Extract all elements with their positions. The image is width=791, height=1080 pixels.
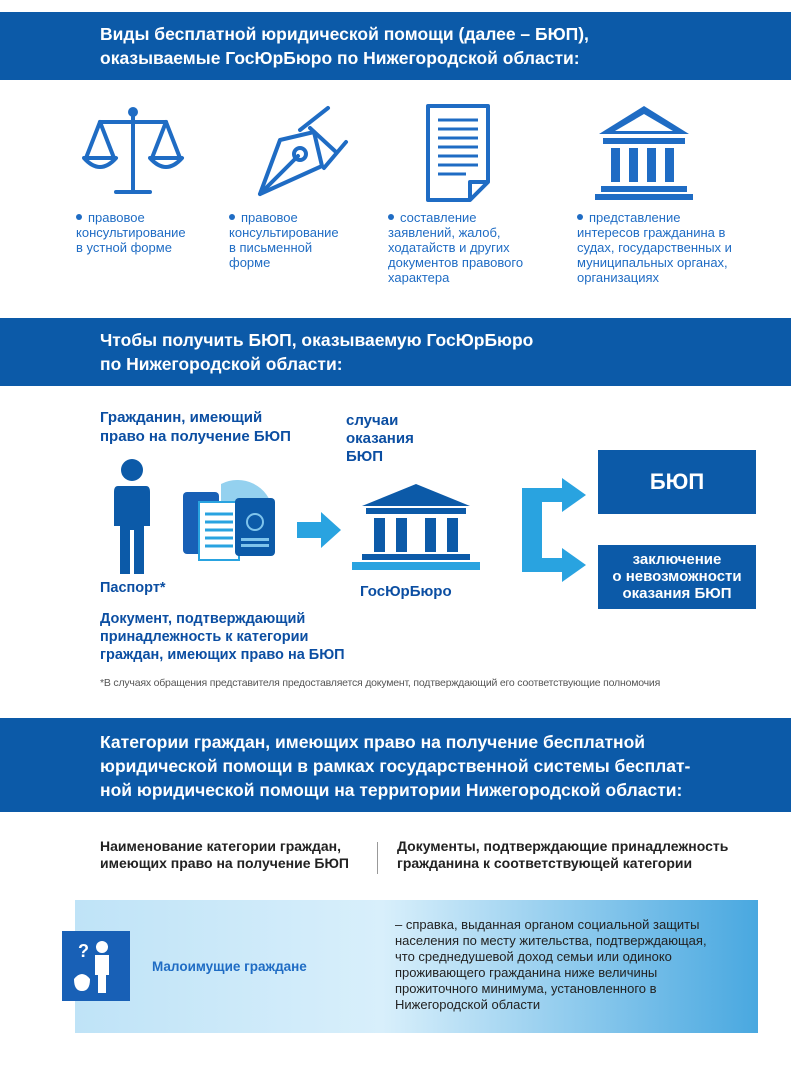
service-documents [388, 210, 523, 285]
doc-line: Нижегородской области [395, 997, 541, 1012]
header-line: имеющих право на получение БЮП [100, 855, 349, 871]
service-line: в письменной [229, 240, 313, 255]
service-line: форме [229, 255, 271, 270]
doc-line: проживающего гражданина ниже величины [395, 965, 658, 980]
column-divider [377, 842, 378, 874]
result-refusal-line: заключение [632, 551, 722, 568]
service-line: правовое [88, 210, 145, 225]
service-line: заявлений, жалоб, [388, 225, 501, 240]
service-line: составление [400, 210, 477, 225]
cases-label [346, 412, 414, 466]
doc-label-line: граждан, имеющих право на БЮП [100, 647, 345, 663]
person-icon [112, 458, 152, 576]
cases-label-line: случаи [346, 412, 399, 429]
result-refusal-box [598, 545, 756, 609]
result-refusal-line: о невозможности [612, 568, 742, 585]
service-line: консультирование [229, 225, 339, 240]
how-to-banner [0, 318, 791, 386]
citizen-label-line: право на получение БЮП [100, 428, 291, 445]
service-representation [577, 210, 732, 285]
bullet-icon [577, 214, 583, 220]
service-line: документов правового [388, 255, 524, 270]
bullet-icon [388, 214, 394, 220]
service-line: муниципальных органах, [577, 255, 728, 270]
bureau-label: ГосЮрБюро [360, 583, 452, 600]
citizen-label-line: Гражданин, имеющий [100, 409, 263, 426]
service-line: ходатайств и других [388, 240, 510, 255]
passport-label: Паспорт* [100, 580, 166, 596]
doc-line: – справка, выданная органом социальной защиты [395, 917, 700, 932]
categories-banner [0, 718, 791, 812]
header-line: гражданина к соответствующей категории [397, 855, 693, 871]
service-written-consult [229, 210, 339, 270]
services-title-line: Виды бесплатной юридической помощи (далее – БЮП), [100, 24, 589, 44]
bureau-building-icon [352, 482, 480, 570]
document-icon [400, 102, 510, 202]
bullet-icon [76, 214, 82, 220]
bullet-icon [229, 214, 235, 220]
categories-title-line: Категории граждан, имеющих право на получение бесплатной [100, 732, 646, 752]
how-to-title-line: по Нижегородской области: [100, 354, 343, 374]
fountain-pen-icon [240, 102, 350, 202]
category-column-header [100, 838, 349, 872]
cases-label-line: оказания [346, 430, 414, 447]
svg-text:?: ? [78, 941, 89, 961]
categories-title-line: ной юридической помощи на территории Нижегородской области: [100, 780, 683, 800]
header-line: Наименование категории граждан, [100, 838, 342, 854]
service-line: судах, государственных и [577, 240, 732, 255]
doc-label-line: принадлежность к категории [100, 629, 309, 645]
arrow-right-icon [297, 512, 341, 548]
service-oral-consult [76, 210, 186, 255]
categories-title-line: юридической помощи в рамках государственной системы бесплат- [100, 756, 691, 776]
services-banner [0, 12, 791, 80]
representative-footnote: *В случаях обращения представителя предоставляется документ, подтверждающий его соответствующие полномочия [100, 677, 661, 689]
scales-icon [78, 102, 188, 202]
service-line: в устной форме [76, 240, 172, 255]
service-line: организациях [577, 270, 660, 285]
courthouse-icon [589, 102, 699, 202]
citizen-label [100, 408, 291, 446]
doc-line: прожиточного минимума, установленного в [395, 981, 657, 996]
result-bjp-box [598, 450, 756, 514]
required-document-label [100, 610, 345, 664]
header-line: Документы, подтверждающие принадлежность [397, 838, 729, 854]
doc-label-line: Документ, подтверждающий [100, 611, 306, 627]
doc-line: что среднедушевой доход семьи или одиноко [395, 949, 672, 964]
how-to-title-line: Чтобы получить БЮП, оказываемую ГосЮрБюро [100, 330, 534, 350]
doc-line: населения по месту жительства, подтверждающая, [395, 933, 707, 948]
cases-label-line: БЮП [346, 448, 384, 465]
service-line: консультирование [76, 225, 186, 240]
service-line: правовое [241, 210, 298, 225]
result-refusal-line: оказания БЮП [622, 585, 732, 602]
category-documents [395, 917, 747, 1013]
result-bjp-label: БЮП [649, 469, 705, 494]
services-title-line: оказываемые ГосЮрБюро по Нижегородской области: [100, 48, 580, 68]
category-name: Малоимущие граждане [152, 959, 307, 974]
service-line: интересов гражданина в [577, 225, 726, 240]
poor-citizen-icon [62, 931, 130, 1001]
service-line: представление [589, 210, 681, 225]
service-line: характера [388, 270, 450, 285]
split-arrows-icon [522, 478, 586, 582]
documents-column-header [397, 838, 728, 872]
passport-documents-icon [181, 480, 277, 562]
